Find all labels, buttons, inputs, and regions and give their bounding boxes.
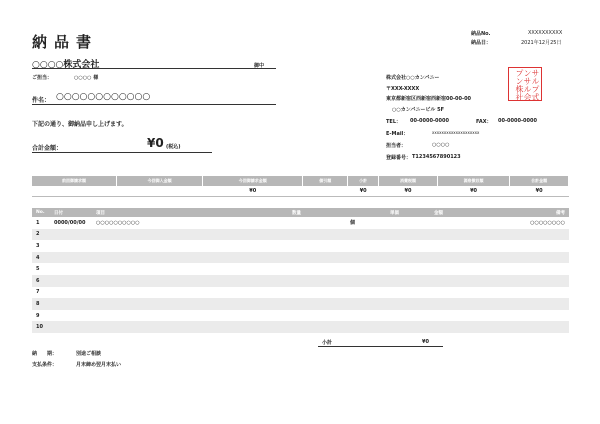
issuer-tel-label: TEL： [386,119,402,125]
table-row [32,298,569,310]
summary-value: ¥0 [203,186,303,196]
table-cell-date [50,240,92,252]
issuer-postal: 〒XXX-XXXX [386,86,420,92]
table-cell-date [50,275,92,287]
subtotal-value: ¥0 [422,339,429,345]
table-cell-item [92,287,282,299]
total-underline [32,152,212,153]
table-cell-unit [350,298,418,310]
total-label: 合計金額： [32,145,63,152]
table-row [32,287,569,299]
table-cell-note [486,275,569,287]
stamp-char: 式 [531,93,540,101]
table-cell-no: 4 [32,252,50,264]
table-cell-unit [350,229,418,241]
issuer-person: ○○○○ [432,142,450,148]
table-cell-item [92,321,282,333]
document-title: 納品書 [32,33,99,51]
table-cell-item [92,229,282,241]
table-cell-no: 3 [36,242,40,249]
table-cell-item [92,240,282,252]
table-cell-qty [282,287,350,299]
stamp-char: ル [531,77,540,85]
table-cell-unit [350,252,418,264]
table-cell-item [92,298,282,310]
summary-value [32,186,117,196]
table-cell-unit [350,287,418,299]
table-cell-date [50,263,92,275]
table-cell-no: 6 [32,275,50,287]
table-cell-unit: 個 [350,220,356,227]
table-cell-unit [350,263,418,275]
issuer-building: ○○カンパニービル 5F [392,107,445,113]
summary-header: 今回御請求金額 [203,176,303,186]
subject-label: 件名： [32,97,51,104]
total-tax-note: (税込) [166,144,181,150]
summary-header: 前回御請求額 [32,176,117,186]
subtotal-underline [318,346,443,347]
items-table [32,208,569,333]
summary-value: ¥0 [437,186,509,196]
table-cell-date [50,310,92,322]
table-cell-note [486,298,569,310]
delivery-date-label: 納品日： [471,40,492,46]
table-cell-note [486,229,569,241]
table-cell-qty [282,217,350,229]
summary-header: 消費税額 [379,176,438,186]
table-row [32,275,569,287]
table-cell-item [92,310,282,322]
total-value: ¥0 [147,136,164,150]
subject-underline [32,104,276,105]
table-cell-note [486,263,569,275]
payment-term-label: 支払条件： [32,362,58,368]
table-cell-date [50,298,92,310]
table-cell-no: 2 [32,229,50,241]
table-cell-no: 9 [36,312,40,319]
delivery-date-value: 2021年12月25日 [521,40,562,46]
stamp-char: プ [515,69,524,77]
summary-header: 合計金額 [510,176,569,186]
summary-value: ¥0 [379,186,438,196]
items-header-item: 項目 [92,208,282,217]
table-cell-item [92,275,282,287]
table-row [32,321,569,333]
table-cell-qty [282,298,350,310]
stamp-char: サ [523,77,532,85]
table-cell-date [50,321,92,333]
table-cell-note [486,321,569,333]
issuer-address: 東京都新宿区西新宿西新宿00-00-00 [386,96,472,102]
table-cell-amount [418,275,486,287]
issuer-fax-label: FAX： [476,119,492,125]
stamp-char: 会 [523,93,532,101]
stamp-char: ン [515,77,524,85]
table-cell-item [92,252,282,264]
table-cell-qty [282,263,350,275]
table-cell-qty [282,310,350,322]
summary-header-row [32,176,569,186]
table-row [32,229,569,241]
table-cell-no: 7 [36,289,40,296]
table-cell-item [92,263,282,275]
contact-value: ○○○○ 様 [74,75,99,81]
delivery-no-value: XXXXXXXXXX [528,30,563,36]
table-cell-unit [350,310,418,322]
stamp-char: プ [531,85,540,93]
table-row [32,263,569,275]
summary-value: ¥0 [510,186,569,196]
table-row [32,217,569,229]
table-row [32,240,569,252]
customer-underline [32,68,276,69]
summary-value-row [32,186,569,196]
issuer-person-label: 担当者： [386,143,407,149]
table-cell-amount [418,298,486,310]
company-seal-stamp [508,67,542,101]
table-cell-qty [282,229,350,241]
table-row [32,310,569,322]
issuer-reg-label: 登録番号： [386,155,412,161]
table-cell-date [50,252,92,264]
table-cell-unit [350,275,418,287]
summary-header: 今回御入金額 [117,176,203,186]
stamp-char: 株 [515,85,524,93]
table-cell-amount [418,217,486,229]
stamp-char: ル [523,85,532,93]
table-cell-amount [418,287,486,299]
customer-name: ○○○○株式会社 [32,60,100,70]
issuer-tel: 00-0000-0000 [410,118,449,124]
table-cell-no: 1 [36,219,40,226]
table-cell-qty [282,240,350,252]
issuer-reg: T1234567890123 [412,154,461,160]
table-row [32,252,569,264]
items-header-no: No. [32,208,50,217]
table-cell-date [50,229,92,241]
summary-value [117,186,203,196]
items-header-price: 単価 [350,208,418,217]
issuer-email-label: E-Mail： [386,131,409,137]
summary-table [32,176,569,197]
stamp-char: ン [523,69,532,77]
table-cell-amount [418,240,486,252]
table-cell-note [486,310,569,322]
table-cell-note: ○○○○○○○○ [530,219,565,226]
table-cell-qty [282,252,350,264]
table-cell-amount [418,321,486,333]
table-cell-unit [350,321,418,333]
table-cell-amount [418,229,486,241]
table-cell-amount [418,263,486,275]
table-cell-note [486,287,569,299]
subtotal-label: 小計 [322,340,333,346]
table-cell-date [50,287,92,299]
issuer-fax: 00-0000-0000 [498,118,537,124]
table-cell-date: 0000/00/00 [54,219,86,226]
delivery-term-value: 別途ご相談 [76,351,102,357]
summary-header: 源泉徴収額 [437,176,509,186]
delivery-term-label: 納 期： [32,351,58,357]
subject-value: ○○○○○○○○○○○○ [56,92,151,102]
table-cell-amount [418,252,486,264]
table-cell-no: 10 [32,321,50,333]
summary-value [303,186,348,196]
customer-suffix: 御中 [254,63,265,69]
table-cell-note [486,252,569,264]
summary-value: ¥0 [348,186,379,196]
items-header-note: 備考 [486,208,569,217]
stamp-char: 社 [515,93,524,101]
contact-label: ご担当： [32,75,53,81]
table-cell-unit [350,240,418,252]
table-cell-amount [418,310,486,322]
items-header-qty: 数量 [282,208,350,217]
table-cell-no: 8 [32,298,50,310]
table-cell-qty [282,321,350,333]
intro-text: 下記の通り、御納品申し上げます。 [32,121,128,128]
issuer-company: 株式会社○○カンパニー [386,75,440,81]
items-header-amount: 金額 [418,208,486,217]
stamp-char: サ [531,69,540,77]
table-cell-note [486,240,569,252]
summary-header: 小計 [348,176,379,186]
delivery-no-label: 納品No. [471,31,491,37]
items-header-row [32,208,569,217]
table-cell-qty [282,275,350,287]
items-header-date: 日付 [50,208,92,217]
payment-term-value: 月末締め翌月末払い [76,362,122,368]
summary-header: 値引額 [303,176,348,186]
table-cell-item: ○○○○○○○○○○ [96,219,140,226]
table-cell-no: 5 [36,266,40,273]
issuer-email: xxxxxxxxxxxxxxxxxxxx [432,130,480,135]
